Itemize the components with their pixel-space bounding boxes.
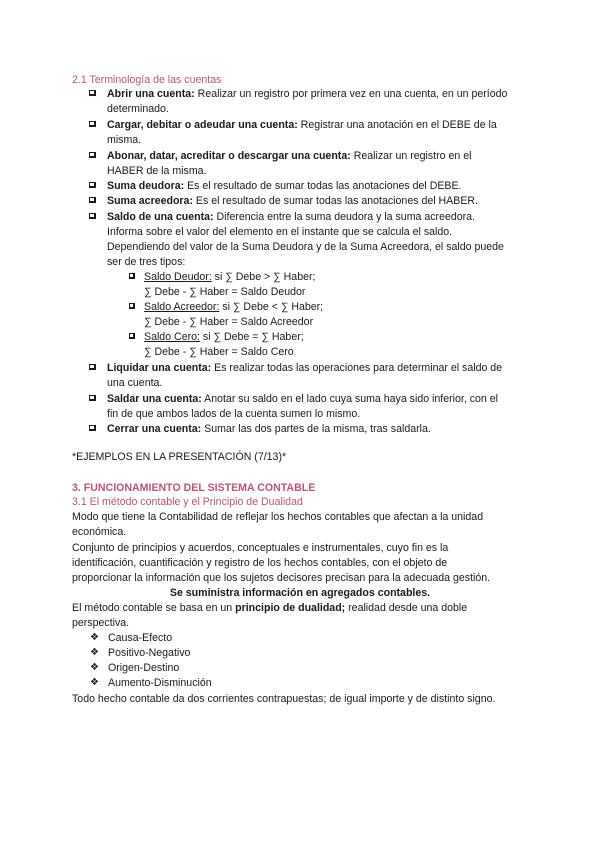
term-definition: Es realizar todas las operaciones para determinar el saldo de [211, 362, 503, 374]
list-item: Origen-Destino [108, 662, 180, 674]
term-definition: Realizar un registro por primera vez en una cuenta, en un período [194, 88, 508, 100]
paragraph-line: económica. [72, 526, 127, 538]
sub-item-formula: ∑ Debe - ∑ Haber = Saldo Cero [144, 346, 294, 358]
diamond-bullet-icon: ❖ [90, 662, 99, 673]
paragraph-emphasis: principio de dualidad; [235, 602, 346, 614]
term-definition-cont: determinado. [107, 103, 169, 115]
checkbox-bullet-icon [89, 121, 96, 127]
term-label: Cargar, debitar o adeudar una cuenta: [107, 119, 298, 131]
term-line [107, 210, 475, 224]
term-definition-cont: fin de que ambos lados de la cuenta sumen lo mismo. [107, 408, 361, 420]
sub-item-line [144, 330, 304, 344]
paragraph-text: realidad desde una doble [345, 602, 468, 614]
term-line [107, 392, 498, 406]
section-3-1-heading: 3.1 El método contable y el Principio de Dualidad [72, 496, 303, 508]
term-line [107, 149, 471, 163]
checkbox-bullet-icon [89, 395, 96, 401]
term-definition: Es el resultado de sumar todas las anotaciones del HABER. [192, 195, 478, 207]
term-line [107, 87, 507, 101]
diamond-bullet-icon: ❖ [90, 677, 99, 688]
sub-item-line [144, 300, 323, 314]
term-definition: Realizar un registro en el [350, 150, 472, 162]
checkbox-bullet-icon [89, 90, 96, 96]
term-label: Saldar una cuenta: [107, 393, 202, 405]
term-definition-cont: ser de tres tipos: [107, 256, 186, 268]
section-3-heading: 3. FUNCIONAMIENTO DEL SISTEMA CONTABLE [72, 482, 316, 494]
term-line [107, 361, 502, 375]
paragraph-line: Conjunto de principios y acuerdos, conceptuales e instrumentales, cuyo fin es la [72, 542, 449, 554]
sub-item-text: si ∑ Debe < ∑ Haber; [219, 301, 324, 313]
centered-statement: Se suministra información en agregados contables. [169, 587, 431, 599]
term-definition: Registrar una anotación en el DEBE de la [297, 119, 497, 131]
checkbox-bullet-icon [129, 273, 135, 279]
term-label: Cerrar una cuenta: [107, 423, 202, 435]
checkbox-bullet-icon [129, 303, 135, 309]
term-definition-cont: Informa sobre el valor del elemento en el instante que se calcula el saldo. [107, 226, 453, 238]
checkbox-bullet-icon [129, 333, 135, 339]
term-definition: Anotar su saldo en el lado cuya suma haya sido inferior, con el [201, 393, 498, 405]
term-label: Suma deudora: [107, 180, 185, 192]
term-definition-cont: Dependiendo del valor de la Suma Deudora y de la Suma Acreedora, el saldo puede [107, 241, 504, 253]
examples-note: *EJEMPLOS EN LA PRESENTACIÓN (7/13)* [72, 451, 287, 463]
paragraph-line: identificación, cuantificación y registro de los hechos contables, con el objeto de [72, 557, 448, 569]
term-label: Suma acreedora: [107, 195, 193, 207]
checkbox-bullet-icon [89, 213, 96, 219]
list-item: Aumento-Disminución [108, 677, 212, 689]
diamond-bullet-icon: ❖ [90, 647, 99, 658]
term-label: Saldo de una cuenta: [107, 211, 214, 223]
paragraph-line: perspectiva. [72, 617, 130, 629]
term-definition: Es el resultado de sumar todas las anotaciones del DEBE. [184, 180, 462, 192]
sub-item-line [144, 270, 315, 284]
checkbox-bullet-icon [89, 152, 96, 158]
term-line [107, 194, 478, 208]
term-line [107, 422, 431, 436]
paragraph-line: proporcionar la información que los sujetos decisores precisan para la adecuada gestión. [72, 572, 491, 584]
term-definition-cont: misma. [107, 134, 142, 146]
section-2-1-heading: 2.1 Terminología de las cuentas [72, 74, 222, 86]
term-line [107, 118, 497, 132]
list-item: Causa-Efecto [108, 632, 173, 644]
term-label: Liquidar una cuenta: [107, 362, 212, 374]
term-definition: Sumar las dos partes de la misma, tras saldarla. [201, 423, 431, 435]
sub-item-label: Saldo Deudor: [144, 271, 212, 283]
sub-item-text: si ∑ Debe > ∑ Haber; [211, 271, 316, 283]
sub-item-formula: ∑ Debe - ∑ Haber = Saldo Deudor [144, 286, 306, 298]
checkbox-bullet-icon [89, 197, 96, 203]
term-definition-cont: una cuenta. [107, 377, 163, 389]
list-item: Positivo-Negativo [108, 647, 191, 659]
sub-item-text: si ∑ Debe = ∑ Haber; [199, 331, 304, 343]
checkbox-bullet-icon [89, 425, 96, 431]
term-definition-cont: HABER de la misma. [107, 165, 207, 177]
sub-item-formula: ∑ Debe - ∑ Haber = Saldo Acreedor [144, 316, 314, 328]
sub-item-label: Saldo Acreedor: [144, 301, 220, 313]
paragraph-line: Todo hecho contable da dos corrientes contrapuestas; de igual importe y de distinto signo. [72, 693, 496, 705]
term-label: Abrir una cuenta: [107, 88, 195, 100]
term-line [107, 179, 461, 193]
paragraph-text: El método contable se basa en un [72, 602, 236, 614]
checkbox-bullet-icon [89, 182, 96, 188]
term-label: Abonar, datar, acreditar o descargar una cuenta: [107, 150, 351, 162]
sub-item-label: Saldo Cero: [144, 331, 200, 343]
paragraph-line [72, 601, 467, 615]
diamond-bullet-icon: ❖ [90, 632, 99, 643]
paragraph-line: Modo que tiene la Contabilidad de reflejar los hechos contables que afectan a la unidad [72, 511, 484, 523]
checkbox-bullet-icon [89, 364, 96, 370]
term-definition: Diferencia entre la suma deudora y la suma acreedora. [213, 211, 475, 223]
